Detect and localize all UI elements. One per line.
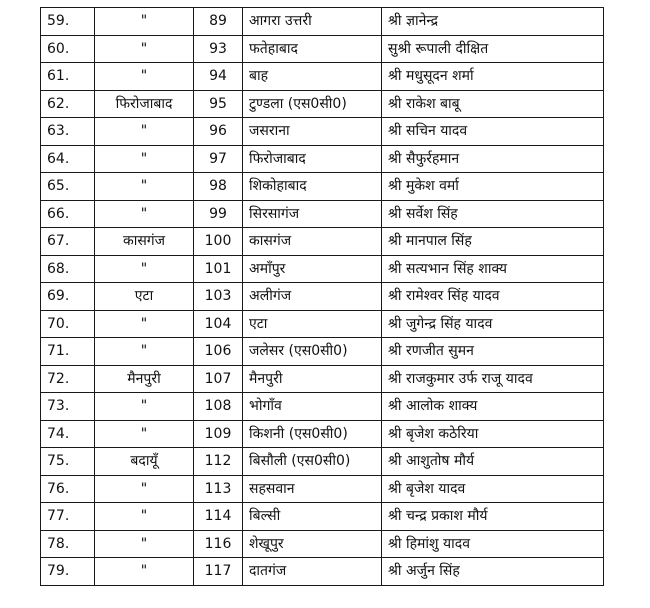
constituency-name-cell: भोगाँव [243, 393, 382, 421]
candidate-name-cell: श्री चन्द्र प्रकाश मौर्य [382, 503, 604, 531]
district-cell: " [95, 8, 194, 36]
table-row [41, 228, 604, 256]
district-cell: " [95, 475, 194, 503]
district-cell: " [95, 255, 194, 283]
table-row [41, 173, 604, 201]
constituency-number-cell: 116 [194, 530, 243, 558]
constituency-name-cell: फतेहाबाद [243, 35, 382, 63]
serial-number-cell: 78. [41, 530, 95, 558]
district-cell: " [95, 145, 194, 173]
serial-number-cell: 77. [41, 503, 95, 531]
constituency-name-cell: कासगंज [243, 228, 382, 256]
table-row [41, 200, 604, 228]
district-cell: " [95, 338, 194, 366]
constituency-number-cell: 114 [194, 503, 243, 531]
table-row [41, 365, 604, 393]
constituency-name-cell: किशनी (एस0सी0) [243, 420, 382, 448]
table-row [41, 448, 604, 476]
serial-number-cell: 65. [41, 173, 95, 201]
constituency-name-cell: आगरा उत्तरी [243, 8, 382, 36]
district-cell: " [95, 503, 194, 531]
candidate-name-cell: श्री मधुसूदन शर्मा [382, 63, 604, 91]
table-row [41, 530, 604, 558]
candidate-name-cell: श्री हिमांशु यादव [382, 530, 604, 558]
constituency-name-cell: बिसौली (एस0सी0) [243, 448, 382, 476]
district-cell: एटा [95, 283, 194, 311]
district-cell: " [95, 35, 194, 63]
constituency-number-cell: 97 [194, 145, 243, 173]
constituency-number-cell: 112 [194, 448, 243, 476]
table-row [41, 8, 604, 36]
table-row [41, 255, 604, 283]
table-row [41, 503, 604, 531]
constituency-name-cell: सहसवान [243, 475, 382, 503]
serial-number-cell: 71. [41, 338, 95, 366]
constituency-name-cell: जलेसर (एस0सी0) [243, 338, 382, 366]
district-cell: " [95, 420, 194, 448]
candidate-name-cell: श्री राकेश बाबू [382, 90, 604, 118]
district-cell: फिरोजाबाद [95, 90, 194, 118]
candidate-list-table [40, 7, 604, 586]
serial-number-cell: 61. [41, 63, 95, 91]
candidate-name-cell: श्री अर्जुन सिंह [382, 558, 604, 586]
district-cell: बदायूँ [95, 448, 194, 476]
table-row [41, 420, 604, 448]
constituency-number-cell: 107 [194, 365, 243, 393]
constituency-name-cell: बिल्सी [243, 503, 382, 531]
district-cell: " [95, 530, 194, 558]
constituency-name-cell: टुण्डला (एस0सी0) [243, 90, 382, 118]
constituency-name-cell: दातगंज [243, 558, 382, 586]
candidate-name-cell: सुश्री रूपाली दीक्षित [382, 35, 604, 63]
candidate-name-cell: श्री आशुतोष मौर्य [382, 448, 604, 476]
table-row [41, 63, 604, 91]
candidate-name-cell: श्री मानपाल सिंह [382, 228, 604, 256]
constituency-name-cell: शेखूपुर [243, 530, 382, 558]
district-cell: " [95, 558, 194, 586]
serial-number-cell: 62. [41, 90, 95, 118]
district-cell: कासगंज [95, 228, 194, 256]
table-row [41, 283, 604, 311]
candidate-name-cell: श्री सैफुर्रहमान [382, 145, 604, 173]
table-row [41, 90, 604, 118]
district-cell: " [95, 118, 194, 146]
table-row [41, 475, 604, 503]
constituency-number-cell: 93 [194, 35, 243, 63]
serial-number-cell: 73. [41, 393, 95, 421]
constituency-name-cell: एटा [243, 310, 382, 338]
table-row [41, 310, 604, 338]
candidate-name-cell: श्री सचिन यादव [382, 118, 604, 146]
constituency-number-cell: 104 [194, 310, 243, 338]
constituency-number-cell: 113 [194, 475, 243, 503]
constituency-name-cell: मैनपुरी [243, 365, 382, 393]
constituency-number-cell: 101 [194, 255, 243, 283]
constituency-number-cell: 100 [194, 228, 243, 256]
district-cell: " [95, 393, 194, 421]
serial-number-cell: 68. [41, 255, 95, 283]
serial-number-cell: 76. [41, 475, 95, 503]
table-body [41, 8, 604, 586]
candidate-name-cell: श्री बृजेश कठेरिया [382, 420, 604, 448]
serial-number-cell: 63. [41, 118, 95, 146]
candidate-name-cell: श्री सर्वेश सिंह [382, 200, 604, 228]
constituency-number-cell: 96 [194, 118, 243, 146]
district-cell: " [95, 200, 194, 228]
constituency-name-cell: फिरोजाबाद [243, 145, 382, 173]
serial-number-cell: 69. [41, 283, 95, 311]
table-row [41, 558, 604, 586]
constituency-number-cell: 109 [194, 420, 243, 448]
serial-number-cell: 72. [41, 365, 95, 393]
candidate-name-cell: श्री ज्ञानेन्द्र [382, 8, 604, 36]
serial-number-cell: 64. [41, 145, 95, 173]
constituency-name-cell: सिरसागंज [243, 200, 382, 228]
candidate-name-cell: श्री आलोक शाक्य [382, 393, 604, 421]
constituency-number-cell: 95 [194, 90, 243, 118]
constituency-name-cell: बाह [243, 63, 382, 91]
serial-number-cell: 66. [41, 200, 95, 228]
candidate-name-cell: श्री रामेश्वर सिंह यादव [382, 283, 604, 311]
serial-number-cell: 79. [41, 558, 95, 586]
candidate-name-cell: श्री जुगेन्द्र सिंह यादव [382, 310, 604, 338]
constituency-name-cell: अमाँपुर [243, 255, 382, 283]
candidate-name-cell: श्री बृजेश यादव [382, 475, 604, 503]
constituency-number-cell: 98 [194, 173, 243, 201]
candidate-name-cell: श्री राजकुमार उर्फ राजू यादव [382, 365, 604, 393]
constituency-number-cell: 106 [194, 338, 243, 366]
district-cell: " [95, 310, 194, 338]
constituency-number-cell: 99 [194, 200, 243, 228]
district-cell: " [95, 63, 194, 91]
table-row [41, 145, 604, 173]
district-cell: मैनपुरी [95, 365, 194, 393]
constituency-number-cell: 103 [194, 283, 243, 311]
constituency-number-cell: 108 [194, 393, 243, 421]
candidate-name-cell: श्री सत्यभान सिंह शाक्य [382, 255, 604, 283]
serial-number-cell: 74. [41, 420, 95, 448]
constituency-number-cell: 117 [194, 558, 243, 586]
constituency-name-cell: अलीगंज [243, 283, 382, 311]
table-row [41, 118, 604, 146]
constituency-name-cell: शिकोहाबाद [243, 173, 382, 201]
constituency-number-cell: 94 [194, 63, 243, 91]
constituency-name-cell: जसराना [243, 118, 382, 146]
candidate-name-cell: श्री मुकेश वर्मा [382, 173, 604, 201]
serial-number-cell: 60. [41, 35, 95, 63]
district-cell: " [95, 173, 194, 201]
table-row [41, 35, 604, 63]
serial-number-cell: 75. [41, 448, 95, 476]
candidate-name-cell: श्री रणजीत सुमन [382, 338, 604, 366]
serial-number-cell: 70. [41, 310, 95, 338]
table-row [41, 338, 604, 366]
constituency-number-cell: 89 [194, 8, 243, 36]
table-row [41, 393, 604, 421]
serial-number-cell: 59. [41, 8, 95, 36]
serial-number-cell: 67. [41, 228, 95, 256]
